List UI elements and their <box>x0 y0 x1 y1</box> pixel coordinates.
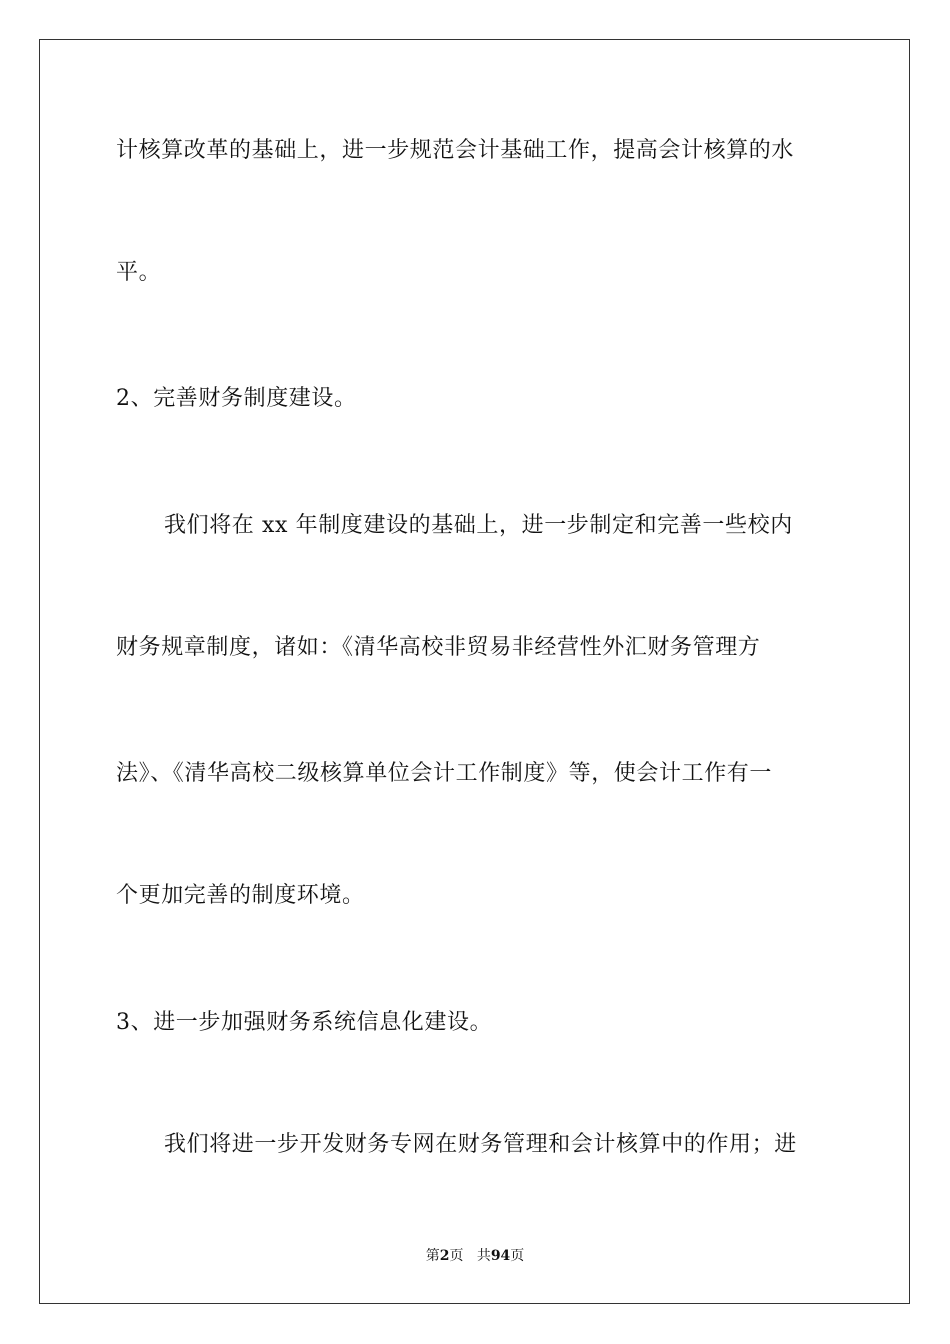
footer-page-prefix: 第 <box>425 1248 440 1264</box>
page-border <box>39 39 910 1304</box>
page-footer <box>0 1247 950 1265</box>
body-text-line: 财务规章制度，诸如：《清华高校非贸易非经营性外汇财务管理方 <box>116 635 761 660</box>
body-text-line: 计核算改革的基础上，进一步规范会计基础工作，提高会计核算的水 <box>116 138 795 163</box>
body-text-line: 法》、《清华高校二级核算单位会计工作制度》等，使会计工作有一 <box>116 761 773 786</box>
footer-total-prefix: 共 <box>476 1248 491 1264</box>
footer-total-suffix: 页 <box>510 1248 525 1264</box>
footer-page-suffix: 页 <box>449 1248 464 1264</box>
paragraph-first-line: 我们将进一步开发财务专网在财务管理和会计核算中的作用；进 <box>164 1132 797 1157</box>
paragraph-first-line: 我们将在 xx 年制度建设的基础上，进一步制定和完善一些校内 <box>164 513 793 538</box>
body-text-line: 个更加完善的制度环境。 <box>116 883 365 908</box>
footer-page-number: 2 <box>439 1248 450 1264</box>
footer-total-pages: 94 <box>490 1248 511 1264</box>
section-heading: 2、完善财务制度建设。 <box>116 386 357 411</box>
section-heading: 3、进一步加强财务系统信息化建设。 <box>116 1010 493 1035</box>
body-text-line: 平。 <box>116 260 162 285</box>
